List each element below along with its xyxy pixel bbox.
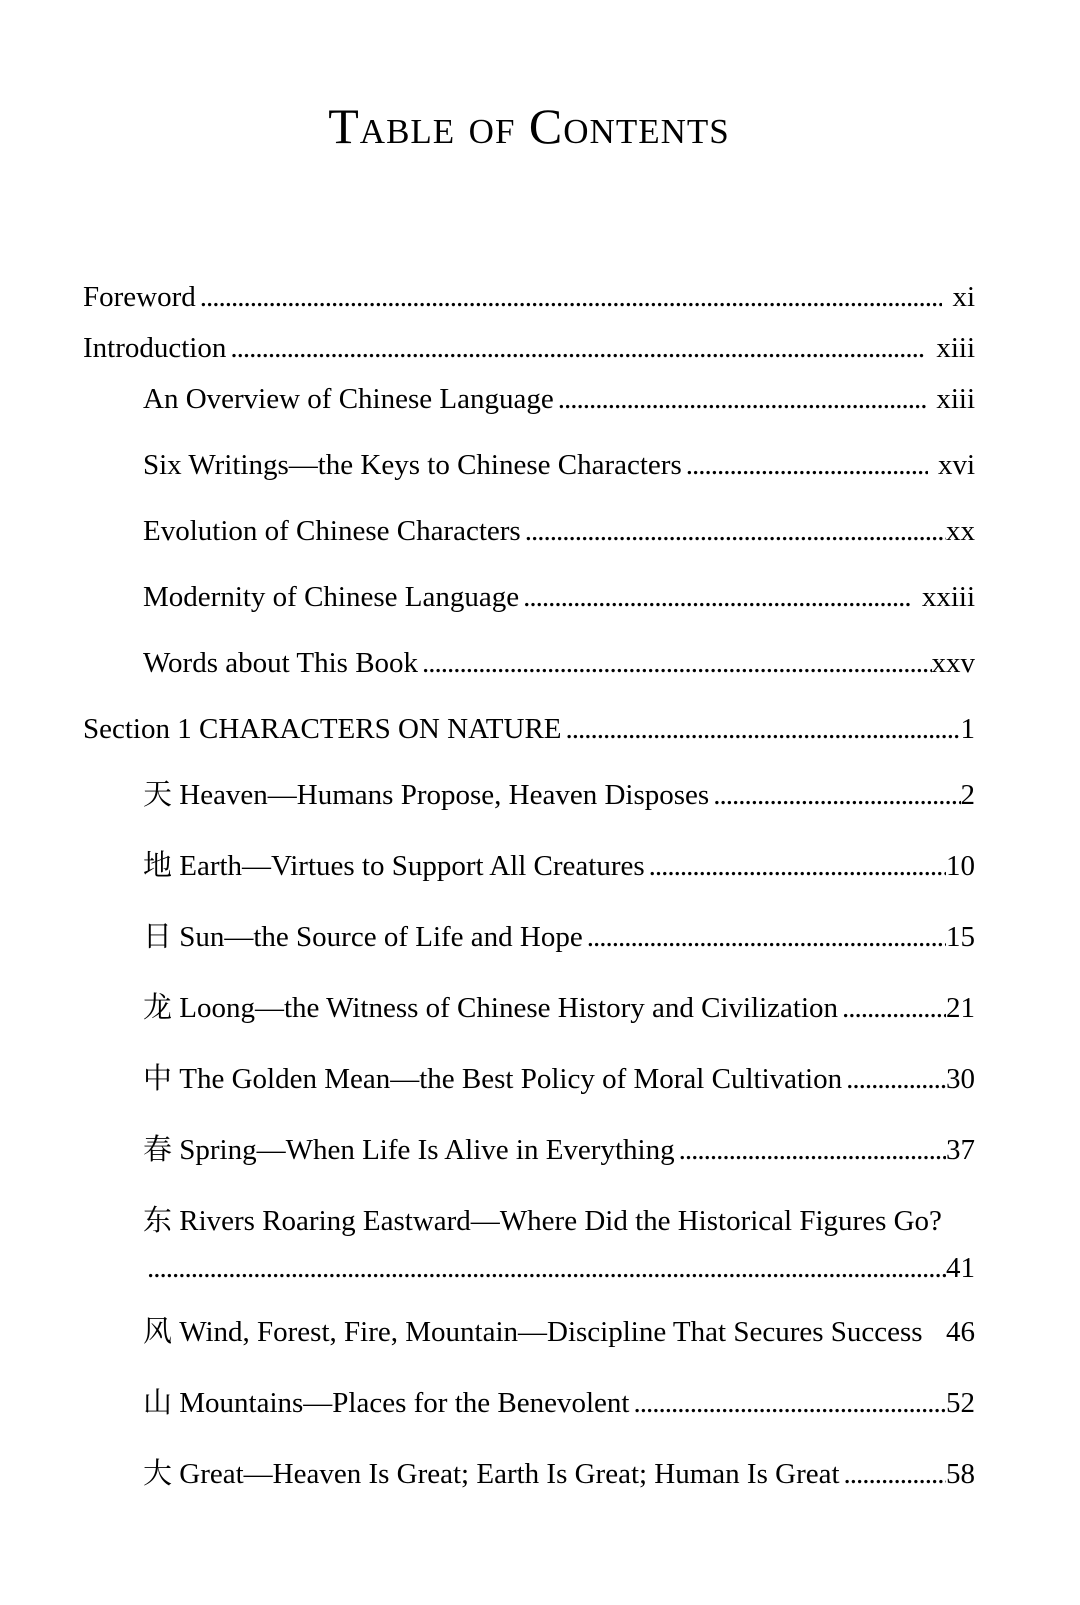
toc-entry-page: xiii <box>936 383 975 415</box>
toc-entry <box>83 1252 975 1285</box>
toc-entry-page: 58 <box>946 1458 975 1490</box>
dot-leader <box>840 1458 946 1491</box>
dot-leader <box>675 1134 946 1167</box>
toc-entry-page: 37 <box>946 1134 975 1166</box>
toc-entry <box>83 1205 975 1238</box>
toc-entry-label: Words about This Book <box>143 647 419 679</box>
dot-leader <box>519 581 912 614</box>
dot-leader <box>143 1252 946 1285</box>
dot-leader <box>838 992 946 1025</box>
dot-leader <box>196 281 943 314</box>
toc-entry <box>83 383 975 416</box>
toc-entry-page: xxiii <box>921 581 975 613</box>
dot-leader <box>629 1387 946 1420</box>
toc-entry-page: 21 <box>946 992 975 1024</box>
toc-entry-page: xiii <box>936 332 975 364</box>
toc-entry <box>83 1458 975 1491</box>
toc-entry-label: 地 Earth—Virtues to Support All Creatures <box>143 850 645 882</box>
dot-leader <box>709 779 960 812</box>
dot-leader <box>418 647 931 680</box>
toc-entry-label: 风 Wind, Forest, Fire, Mountain—Discipline That Secures Success <box>143 1316 923 1348</box>
toc-entry-label: Evolution of Chinese Characters <box>143 515 521 547</box>
toc-entry-label: Six Writings—the Keys to Chinese Characters <box>143 449 682 481</box>
toc-entry <box>83 281 975 314</box>
toc-entry-label: 东 Rivers Roaring Eastward—Where Did the Historical Figures Go? <box>143 1205 942 1237</box>
dot-leader <box>583 921 946 954</box>
dot-leader <box>562 713 961 746</box>
toc-entry-page: xxv <box>931 647 975 679</box>
toc-entry-page: xx <box>946 515 975 547</box>
toc-entry-page: 10 <box>946 850 975 882</box>
page-title: Table of Contents <box>328 98 730 154</box>
toc-entry <box>83 1387 975 1420</box>
toc-entry <box>83 1063 975 1096</box>
toc-entry <box>83 779 975 812</box>
toc-list <box>83 281 975 1491</box>
toc-entry-label: Section 1 CHARACTERS ON NATURE <box>83 713 562 745</box>
toc-entry-page: xvi <box>937 449 975 481</box>
toc-entry-page: 41 <box>946 1252 975 1284</box>
dot-leader <box>226 332 926 365</box>
toc-entry-label: 日 Sun—the Source of Life and Hope <box>143 921 583 953</box>
toc-entry <box>83 850 975 883</box>
toc-entry-label: An Overview of Chinese Language <box>143 383 554 415</box>
toc-entry <box>83 581 975 614</box>
toc-entry-label: 山 Mountains—Places for the Benevolent <box>143 1387 630 1419</box>
toc-entry <box>83 921 975 954</box>
toc-entry-page: 15 <box>946 921 975 953</box>
dot-leader <box>554 383 927 416</box>
toc-entry-label: Foreword <box>83 281 196 313</box>
toc-entry-page: 30 <box>946 1063 975 1095</box>
dot-leader <box>645 850 946 883</box>
toc-entry <box>83 1316 975 1349</box>
toc-entry <box>83 713 975 746</box>
toc-entry <box>83 332 975 365</box>
toc-entry-page: xi <box>952 281 975 313</box>
dot-leader <box>521 515 946 548</box>
dot-leader <box>682 449 928 482</box>
toc-entry-page: 52 <box>946 1387 975 1419</box>
toc-entry-page: 2 <box>960 779 975 811</box>
toc-entry <box>83 992 975 1025</box>
toc-entry-label: Introduction <box>83 332 227 364</box>
toc-entry-label: 龙 Loong—the Witness of Chinese History and Civilization <box>143 992 839 1024</box>
toc-entry-label: 中 The Golden Mean—the Best Policy of Moral Cultivation <box>143 1063 843 1095</box>
toc-entry-page: 46 <box>946 1316 975 1348</box>
toc-entry-label: 天 Heaven—Humans Propose, Heaven Disposes <box>143 779 710 811</box>
dot-leader <box>842 1063 946 1096</box>
toc-entry-label: 春 Spring—When Life Is Alive in Everything <box>143 1134 675 1166</box>
toc-entry-page: 1 <box>960 713 975 745</box>
toc-entry <box>83 515 975 548</box>
toc-entry-label: Modernity of Chinese Language <box>143 581 520 613</box>
toc-entry-label: 大 Great—Heaven Is Great; Earth Is Great; Human Is Great <box>143 1458 840 1490</box>
toc-entry <box>83 647 975 680</box>
toc-entry <box>83 449 975 482</box>
toc-entry <box>83 1134 975 1167</box>
